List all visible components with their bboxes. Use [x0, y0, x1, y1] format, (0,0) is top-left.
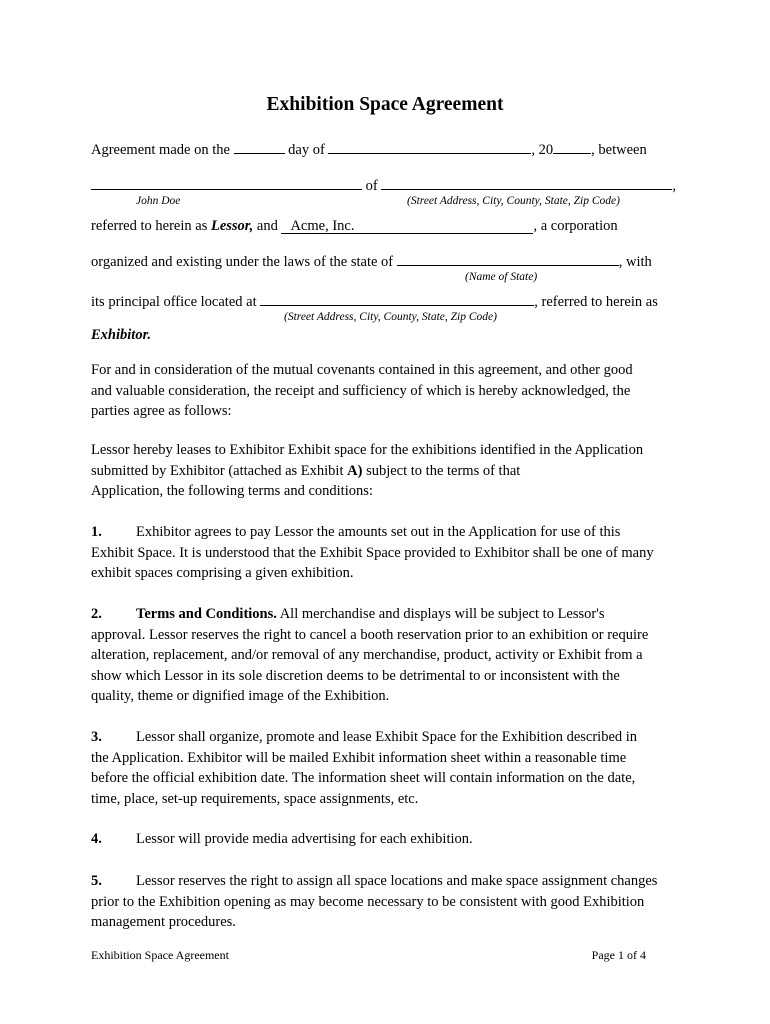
text-line: For and in consideration of the mutual covenants contained in this agreement, and other good [91, 362, 633, 378]
text-line: the Application. Exhibitor will be mailed Exhibit information sheet within a reasonable time [91, 749, 627, 766]
clause-1 [91, 522, 691, 584]
label: referred to herein as [91, 218, 211, 234]
exhibitor-name-field[interactable] [281, 219, 533, 234]
document-title: Exhibition Space Agreement [266, 94, 504, 115]
label: its principal office located at [91, 294, 261, 310]
text-line: approval. Lessor reserves the right to cancel a booth reservation prior to an exhibition or require [91, 626, 649, 643]
office-address-field[interactable] [260, 292, 534, 306]
label: , with [618, 254, 652, 270]
text-line: time, place, set-up requirements, space assignments, etc. [91, 790, 419, 807]
day-field[interactable] [234, 140, 285, 154]
year-field[interactable] [553, 140, 591, 154]
clause-heading: Terms and Conditions. [136, 606, 277, 622]
label: , 20 [531, 142, 554, 158]
lessor-address-field[interactable] [381, 176, 672, 190]
month-field[interactable] [328, 140, 531, 154]
exhibitor-name-line [91, 216, 618, 236]
text-line: Application, the following terms and conditions: [91, 483, 373, 499]
text-line: parties agree as follows: [91, 403, 232, 419]
label: , between [591, 142, 647, 158]
exhibitor-term: Exhibitor. [91, 327, 152, 343]
label: , [672, 178, 676, 194]
label: day of [284, 142, 329, 158]
label: , referred to herein as [534, 294, 658, 310]
text-line: show which Lessor in its sole discretion deems to be detrimental to or inconsistent with the [91, 667, 620, 684]
text-line: quality, theme or dignified image of the Exhibition. [91, 688, 390, 704]
label: of [362, 178, 382, 194]
text: Lessor shall organize, promote and lease Exhibit Space for the Exhibition described in [136, 729, 638, 745]
text-line: Lessor hereby leases to Exhibitor Exhibit space for the exhibitions identified in the Application [91, 442, 644, 458]
text: Lessor reserves the right to assign all space locations and make space assignment changes [136, 873, 658, 889]
state-field[interactable] [397, 252, 619, 266]
clause-number: 5. [91, 873, 102, 889]
footer-title: Exhibition Space Agreement [91, 948, 229, 962]
text-line: and valuable consideration, the receipt and sufficiency of which is hereby acknowledged, the [91, 382, 631, 399]
label: Agreement made on the [91, 142, 234, 158]
clause-number: 4. [91, 831, 102, 847]
text: subject to the terms of that [362, 462, 521, 479]
exhibit-ref: A) [347, 462, 363, 479]
state-line [91, 252, 652, 272]
office-address-caption: (Street Address, City, County, State, Zip Code) [284, 311, 497, 323]
clause-number: 3. [91, 729, 102, 745]
exhibitor-name-value: Acme, Inc. [290, 218, 355, 234]
office-line [91, 292, 658, 312]
clause-4 [91, 829, 691, 850]
text-line: exhibit spaces comprising a given exhibition. [91, 565, 354, 581]
lessor-name-caption: John Doe [136, 195, 181, 207]
clause-number: 2. [91, 606, 102, 622]
lease-paragraph [91, 440, 691, 502]
text: Exhibitor agrees to pay Lessor the amounts set out in the Application for use of this [136, 524, 621, 540]
text-line: management procedures. [91, 914, 236, 930]
text: Lessor will provide media advertising for each exhibition. [136, 831, 473, 847]
label: and [253, 218, 282, 234]
page-number: Page 1 of 4 [591, 948, 646, 962]
lessor-name-field[interactable] [91, 176, 362, 190]
text-line: alteration, replacement, and/or removal of any merchandise, product, activity or Exhibit from a [91, 647, 643, 663]
agreement-date-line [91, 140, 647, 160]
state-caption: (Name of State) [465, 271, 538, 283]
lessor-address-caption: (Street Address, City, County, State, Zip Code) [407, 195, 620, 207]
lessor-term: Lessor, [210, 218, 254, 234]
lessor-line [91, 176, 676, 196]
text-line: Exhibit Space. It is understood that the Exhibit Space provided to Exhibitor shall be one of many [91, 544, 654, 561]
clause-number: 1. [91, 524, 102, 540]
clause-5 [91, 871, 691, 933]
label: organized and existing under the laws of the state of [91, 254, 397, 270]
text: submitted by Exhibitor (attached as Exhibit [91, 462, 348, 479]
text: All merchandise and displays will be subject to Lessor's [276, 606, 605, 622]
label: , a corporation [533, 218, 618, 234]
text-line: prior to the Exhibition opening as may become necessary to be consistent with good Exhibition [91, 893, 645, 910]
text-line: before the official exhibition date. The information sheet will contain information on the date, [91, 770, 636, 786]
clause-2 [91, 604, 691, 707]
clause-3 [91, 727, 691, 809]
intro-paragraph [91, 360, 691, 422]
text-line [91, 461, 691, 482]
